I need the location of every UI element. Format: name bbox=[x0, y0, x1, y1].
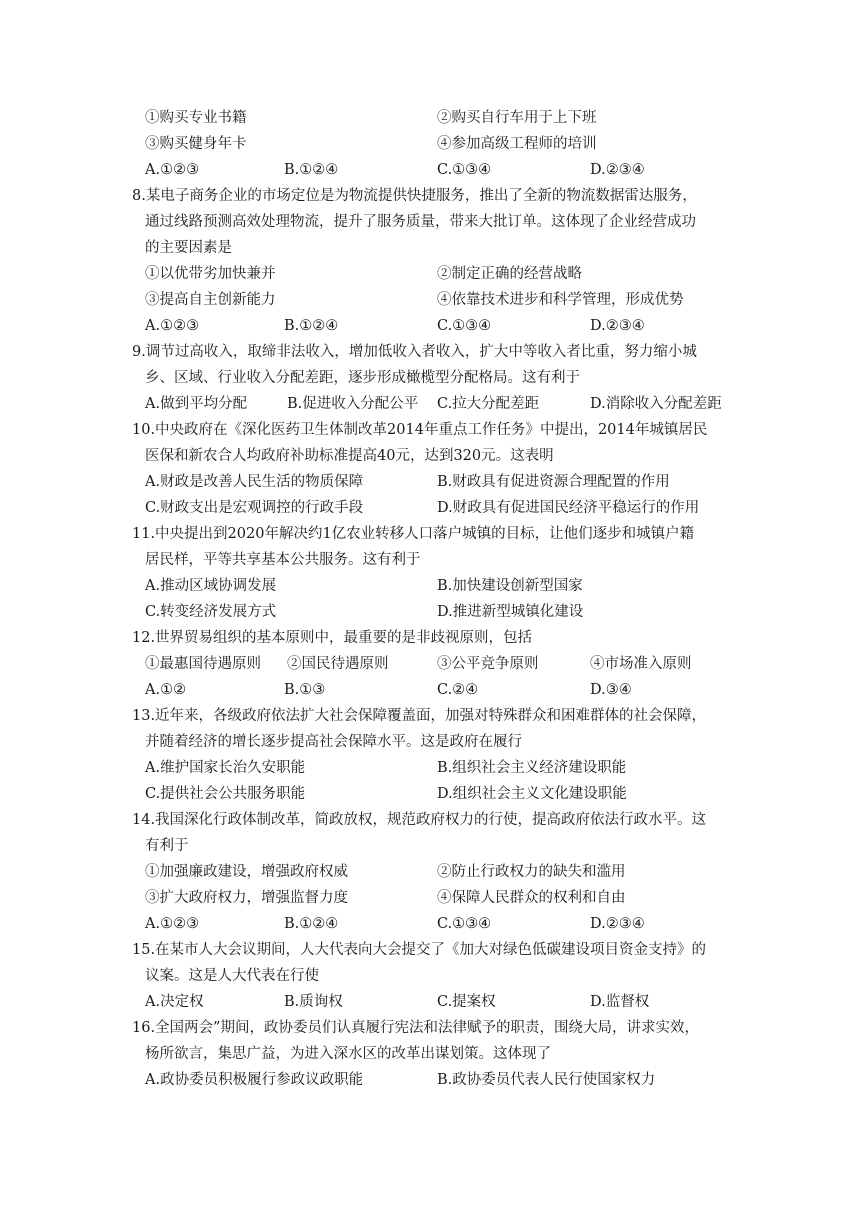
q10-choice-d: D.财政具有促进国民经济平稳运行的作用 bbox=[437, 500, 700, 516]
q10-choice-a: A.财政是改善人民生活的物质保障 bbox=[145, 474, 364, 490]
q11-stem-line-2: 居民样，平等共享基本公共服务。这有利于 bbox=[145, 552, 421, 568]
q11-stem-line-1: 11.中央提出到2020年解决约1亿农业转移人口落户城镇的目标，让他们逐步和城镇户籍 bbox=[132, 526, 695, 542]
q10-stem-line-2: 医保和新农合人均政府补助标准提高40元，达到320元。这表明 bbox=[145, 448, 554, 464]
q16-choice-a: A.政协委员积极履行参政议政职能 bbox=[145, 1072, 364, 1088]
q13-choice-a: A.维护国家长治久安职能 bbox=[145, 760, 306, 776]
q8-option-1: ①以优带劣加快兼并 bbox=[145, 266, 276, 282]
q8-stem-line-3: 的主要因素是 bbox=[145, 240, 232, 256]
q7-option-3: ③购买健身年卡 bbox=[145, 136, 247, 152]
q8-stem-line-1: 8.某电子商务企业的市场定位是为物流提供快捷服务，推出了全新的物流数据雷达服务， bbox=[132, 188, 697, 204]
q7-option-1: ①购买专业书籍 bbox=[145, 110, 247, 126]
q14-option-4: ④保障人民群众的权利和自由 bbox=[437, 890, 626, 906]
q15-choice-c: C.提案权 bbox=[437, 994, 496, 1010]
q16-stem-line-2: 杨所欲言，集思广益，为进入深水区的改革出谋划策。这体现了 bbox=[145, 1046, 551, 1062]
q14-choice-d: D.②③④ bbox=[590, 916, 645, 932]
q8-option-3: ③提高自主创新能力 bbox=[145, 292, 276, 308]
q14-option-2: ②防止行政权力的缺失和滥用 bbox=[437, 864, 626, 880]
q7-choice-d: D.②③④ bbox=[590, 162, 645, 178]
q12-choice-c: C.②④ bbox=[437, 682, 479, 698]
q12-option-2: ②国民待遇原则 bbox=[287, 656, 389, 672]
q11-choice-d: D.推进新型城镇化建设 bbox=[437, 604, 584, 620]
q8-choice-a: A.①②③ bbox=[145, 318, 200, 334]
q11-choice-c: C.转变经济发展方式 bbox=[145, 604, 277, 620]
q13-stem-line-2: 并随着经济的增长逐步提高社会保障水平。这是政府在履行 bbox=[145, 734, 522, 750]
q7-choice-c: C.①③④ bbox=[437, 162, 492, 178]
q9-choice-b: B.促进收入分配公平 bbox=[287, 396, 419, 412]
q14-choice-a: A.①②③ bbox=[145, 916, 200, 932]
q8-option-2: ②制定正确的经营战略 bbox=[437, 266, 582, 282]
q16-choice-b: B.政协委员代表人民行使国家权力 bbox=[437, 1072, 656, 1088]
q8-choice-b: B.①②④ bbox=[284, 318, 339, 334]
q9-stem-line-2: 乡、区域、行业收入分配差距，逐步形成橄榄型分配格局。这有利于 bbox=[145, 370, 580, 386]
q14-stem-line-1: 14.我国深化行政体制改革，简政放权，规范政府权力的行使，提高政府依法行政水平。这 bbox=[132, 812, 707, 828]
q8-option-4: ④依靠技术进步和科学管理，形成优势 bbox=[437, 292, 684, 308]
q9-choice-d: D.消除收入分配差距 bbox=[590, 396, 722, 412]
q12-option-3: ③公平竞争原则 bbox=[437, 656, 539, 672]
q7-option-4: ④参加高级工程师的培训 bbox=[437, 136, 597, 152]
q12-option-4: ④市场准入原则 bbox=[590, 656, 692, 672]
q10-choice-c: C.财政支出是宏观调控的行政手段 bbox=[145, 500, 364, 516]
q7-choice-a: A.①②③ bbox=[145, 162, 200, 178]
q14-choice-c: C.①③④ bbox=[437, 916, 492, 932]
q16-stem-line-1: 16.全国两会”期间，政协委员们认真履行宪法和法律赋予的职责，围绕大局，讲求实效， bbox=[132, 1020, 699, 1036]
q14-option-1: ①加强廉政建设，增强政府权威 bbox=[145, 864, 348, 880]
q9-choice-c: C.拉大分配差距 bbox=[437, 396, 540, 412]
q12-option-1: ①最惠国待遇原则 bbox=[145, 656, 261, 672]
q15-stem-line-2: 议案。这是人大代表在行使 bbox=[145, 968, 319, 984]
q12-choice-b: B.①③ bbox=[284, 682, 326, 698]
q7-choice-b: B.①②④ bbox=[284, 162, 339, 178]
q13-stem-line-1: 13.近年来，各级政府依法扩大社会保障覆盖面，加强对特殊群众和困难群体的社会保障， bbox=[132, 708, 707, 724]
q8-choice-c: C.①③④ bbox=[437, 318, 492, 334]
q13-choice-b: B.组织社会主义经济建设职能 bbox=[437, 760, 627, 776]
q14-stem-line-2: 有利于 bbox=[145, 838, 189, 854]
q9-stem-line-1: 9.调节过高收入，取缔非法收入，增加低收入者收入，扩大中等收入者比重，努力缩小城 bbox=[132, 344, 697, 360]
q8-stem-line-2: 通过线路预测高效处理物流，提升了服务质量，带来大批订单。这体现了企业经营成功 bbox=[145, 214, 696, 230]
q15-choice-d: D.监督权 bbox=[590, 994, 650, 1010]
q15-stem-line-1: 15.在某市人大会议期间，人大代表向大会提交了《加大对绿色低碳建设项目资金支持》的 bbox=[132, 942, 707, 958]
q13-choice-c: C.提供社会公共服务职能 bbox=[145, 786, 306, 802]
q14-choice-b: B.①②④ bbox=[284, 916, 339, 932]
q11-choice-a: A.推动区域协调发展 bbox=[145, 578, 277, 594]
q12-choice-a: A.①② bbox=[145, 682, 187, 698]
q10-choice-b: B.财政具有促进资源合理配置的作用 bbox=[437, 474, 670, 490]
q12-choice-d: D.③④ bbox=[590, 682, 632, 698]
q11-choice-b: B.加快建设创新型国家 bbox=[437, 578, 583, 594]
q8-choice-d: D.②③④ bbox=[590, 318, 645, 334]
q9-choice-a: A.做到平均分配 bbox=[145, 396, 248, 412]
q13-choice-d: D.组织社会主义文化建设职能 bbox=[437, 786, 627, 802]
q12-stem-line-1: 12.世界贸易组织的基本原则中，最重要的是非歧视原则，包括 bbox=[132, 630, 533, 646]
q14-option-3: ③扩大政府权力，增强监督力度 bbox=[145, 890, 348, 906]
q7-option-2: ②购买自行车用于上下班 bbox=[437, 110, 597, 126]
q15-choice-b: B.质询权 bbox=[284, 994, 343, 1010]
q15-choice-a: A.决定权 bbox=[145, 994, 204, 1010]
q10-stem-line-1: 10.中央政府在《深化医药卫生体制改革2014年重点工作任务》中提出，2014年城镇居民 bbox=[132, 422, 708, 438]
